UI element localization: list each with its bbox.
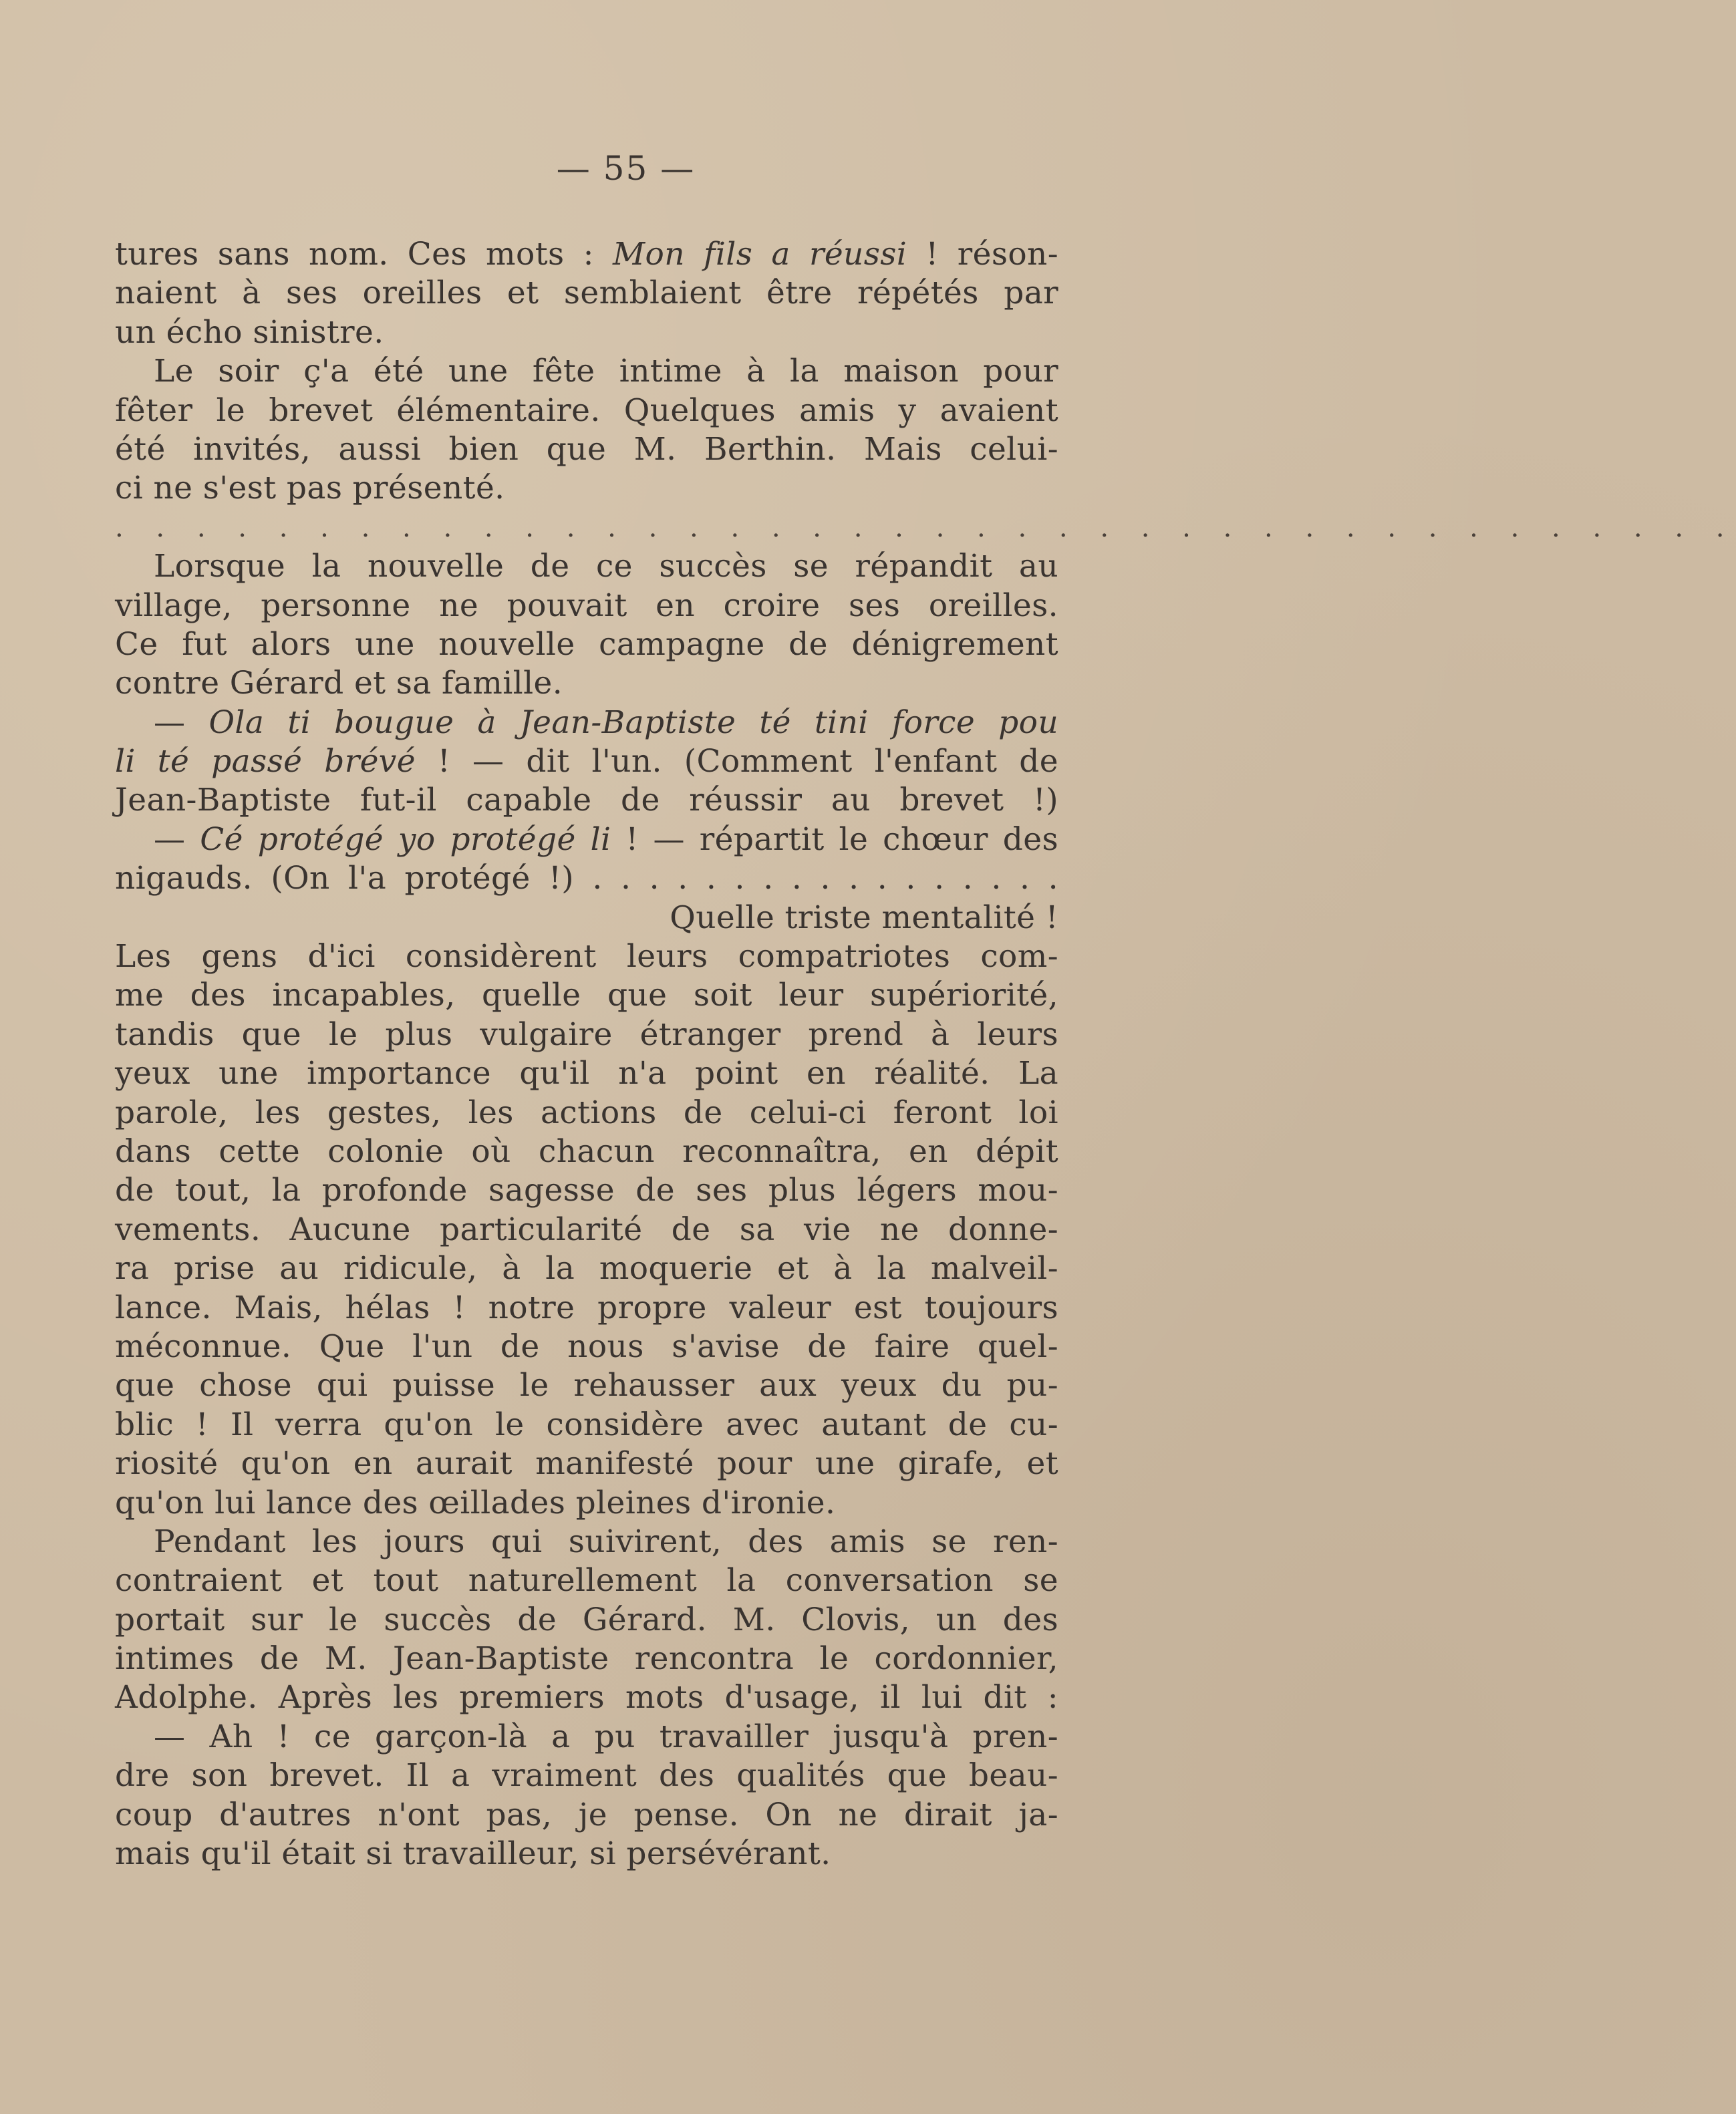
text-line bbox=[115, 1718, 1058, 1757]
text-line bbox=[115, 1211, 1058, 1249]
text-segment: ! — dit l'un. (Comment l'enfant de bbox=[415, 743, 1059, 780]
text-line bbox=[115, 820, 1058, 859]
text-segment: yeux une importance qu'il n'a point en réalité. La bbox=[115, 1055, 1058, 1092]
text-segment: ra prise au ridicule, à la moquerie et à la malveil- bbox=[115, 1250, 1058, 1288]
text-line bbox=[115, 976, 1058, 1015]
text-line bbox=[115, 469, 1058, 508]
text-line bbox=[115, 1328, 1058, 1366]
text-line bbox=[115, 1406, 1058, 1445]
text-segment: — bbox=[154, 704, 209, 741]
italic-segment: Cé protégé yo protégé li bbox=[200, 820, 611, 858]
text-line bbox=[115, 392, 1058, 430]
text-segment: dre son brevet. Il a vraiment des qualités que beau- bbox=[115, 1757, 1058, 1795]
text-segment: contraient et tout naturellement la conversation se bbox=[115, 1562, 1058, 1600]
page-number: — 55 — bbox=[556, 149, 696, 188]
text-line bbox=[115, 1601, 1058, 1640]
text-line bbox=[115, 859, 1058, 898]
text-segment: parole, les gestes, les actions de celui-ci feront loi bbox=[115, 1094, 1058, 1131]
text-segment: Les gens d'ici considèrent leurs compatriotes com- bbox=[115, 938, 1058, 975]
text-line bbox=[115, 704, 1058, 742]
text-line bbox=[115, 1016, 1058, 1054]
text-line bbox=[115, 899, 1058, 937]
body-text bbox=[115, 235, 1736, 1873]
italic-segment: Mon fils a réussi bbox=[613, 236, 907, 273]
text-segment: tures sans nom. Ces mots : bbox=[115, 236, 613, 273]
text-segment: ci ne s'est pas présenté. bbox=[115, 470, 505, 507]
text-segment: ! réson- bbox=[907, 236, 1059, 273]
text-segment: — Ah ! ce garçon-là a pu travailler jusqu'à pren- bbox=[154, 1718, 1058, 1755]
text-line bbox=[115, 1054, 1058, 1093]
text-line bbox=[115, 274, 1058, 313]
text-segment: portait sur le succès de Gérard. M. Clovis, un des bbox=[115, 1601, 1058, 1638]
text-segment: Adolphe. Après les premiers mots d'usage, il lui dit : bbox=[115, 1679, 1058, 1716]
text-line bbox=[115, 1796, 1058, 1835]
text-segment: vements. Aucune particularité de sa vie ne donne- bbox=[115, 1211, 1058, 1248]
text-line bbox=[115, 1757, 1058, 1795]
text-line bbox=[115, 1289, 1058, 1328]
italic-segment: Ola ti bougue à Jean-Baptiste té tini force pou bbox=[208, 704, 1058, 741]
text-segment: coup d'autres n'ont pas, je pense. On ne dirait ja- bbox=[115, 1796, 1058, 1833]
text-line bbox=[115, 235, 1058, 274]
text-line bbox=[115, 1678, 1058, 1717]
text-segment: me des incapables, quelle que soit leur supériorité, bbox=[115, 977, 1058, 1014]
text-segment: que chose qui puisse le rehausser aux yeux du pu- bbox=[115, 1367, 1058, 1404]
text-segment: Pendant les jours qui suivirent, des amis se ren- bbox=[154, 1523, 1058, 1560]
text-segment: Lorsque la nouvelle de ce succès se répandit au bbox=[154, 548, 1058, 585]
text-line bbox=[115, 781, 1058, 820]
text-segment: de tout, la profonde sagesse de ses plus légers mou- bbox=[115, 1172, 1058, 1209]
text-segment: mais qu'il était si travailleur, si persévérant. bbox=[115, 1835, 831, 1873]
text-line bbox=[115, 625, 1058, 664]
text-segment: qu'on lui lance des œillades pleines d'ironie. bbox=[115, 1484, 836, 1521]
text-segment: fêter le brevet élémentaire. Quelques amis y avaient bbox=[115, 392, 1058, 429]
text-segment: blic ! Il verra qu'on le considère avec autant de cu- bbox=[115, 1406, 1058, 1443]
text-line bbox=[115, 547, 1058, 586]
text-segment: — bbox=[154, 820, 200, 858]
text-line bbox=[115, 313, 1058, 352]
text-segment: dans cette colonie où chacun reconnaîtra, en dépit bbox=[115, 1132, 1058, 1170]
text-line bbox=[115, 1094, 1058, 1132]
text-segment: Ce fut alors une nouvelle campagne de dénigrement bbox=[115, 625, 1058, 663]
text-line bbox=[115, 1366, 1058, 1405]
text-segment: Le soir ç'a été une fête intime à la maison pour bbox=[154, 353, 1058, 390]
text-segment: naient à ses oreilles et semblaient être répétés par bbox=[115, 275, 1058, 312]
text-line bbox=[115, 1445, 1058, 1483]
text-line bbox=[115, 664, 1058, 703]
text-segment: été invités, aussi bien que M. Berthin. Mais celui- bbox=[115, 430, 1058, 468]
text-segment: méconnue. Que l'un de nous s'avise de faire quel- bbox=[115, 1328, 1058, 1365]
text-segment: village, personne ne pouvait en croire ses oreilles. bbox=[115, 587, 1058, 624]
text-segment: Quelle triste mentalité ! bbox=[670, 899, 1058, 936]
text-segment: Jean-Baptiste fut-il capable de réussir au brevet !) bbox=[115, 782, 1058, 819]
text-line bbox=[115, 1640, 1058, 1678]
italic-segment: li té passé brévé bbox=[115, 743, 416, 780]
text-segment: nigauds. (On l'a protégé !) . . . . . . . . . . . . . . . . . bbox=[115, 860, 1058, 897]
text-segment: lance. Mais, hélas ! notre propre valeur est toujours bbox=[115, 1289, 1058, 1326]
text-line bbox=[115, 352, 1058, 391]
text-segment: riosité qu'on en aurait manifesté pour une girafe, et bbox=[115, 1445, 1058, 1483]
text-segment: intimes de M. Jean-Baptiste rencontra le cordonnier, bbox=[115, 1640, 1058, 1678]
section-separator-dots: . . . . . . . . . . . . . . . . . . . . . . . . . . . . . . . . . . . . . . . . bbox=[115, 512, 1736, 543]
text-segment: tandis que le plus vulgaire étranger prend à leurs bbox=[115, 1016, 1058, 1053]
text-line bbox=[115, 430, 1058, 469]
text-line bbox=[115, 1132, 1058, 1171]
text-line bbox=[115, 1561, 1058, 1600]
text-line bbox=[115, 937, 1058, 976]
text-line bbox=[115, 587, 1058, 625]
text-line bbox=[115, 1484, 1058, 1523]
text-line bbox=[115, 1523, 1058, 1561]
text-line bbox=[115, 1249, 1058, 1288]
text-line bbox=[115, 1171, 1058, 1210]
text-segment: ! — répartit le chœur des bbox=[611, 820, 1059, 858]
text-line bbox=[115, 742, 1058, 781]
text-segment: contre Gérard et sa famille. bbox=[115, 665, 563, 702]
text-segment: un écho sinistre. bbox=[115, 313, 384, 351]
text-line bbox=[115, 1835, 1058, 1873]
